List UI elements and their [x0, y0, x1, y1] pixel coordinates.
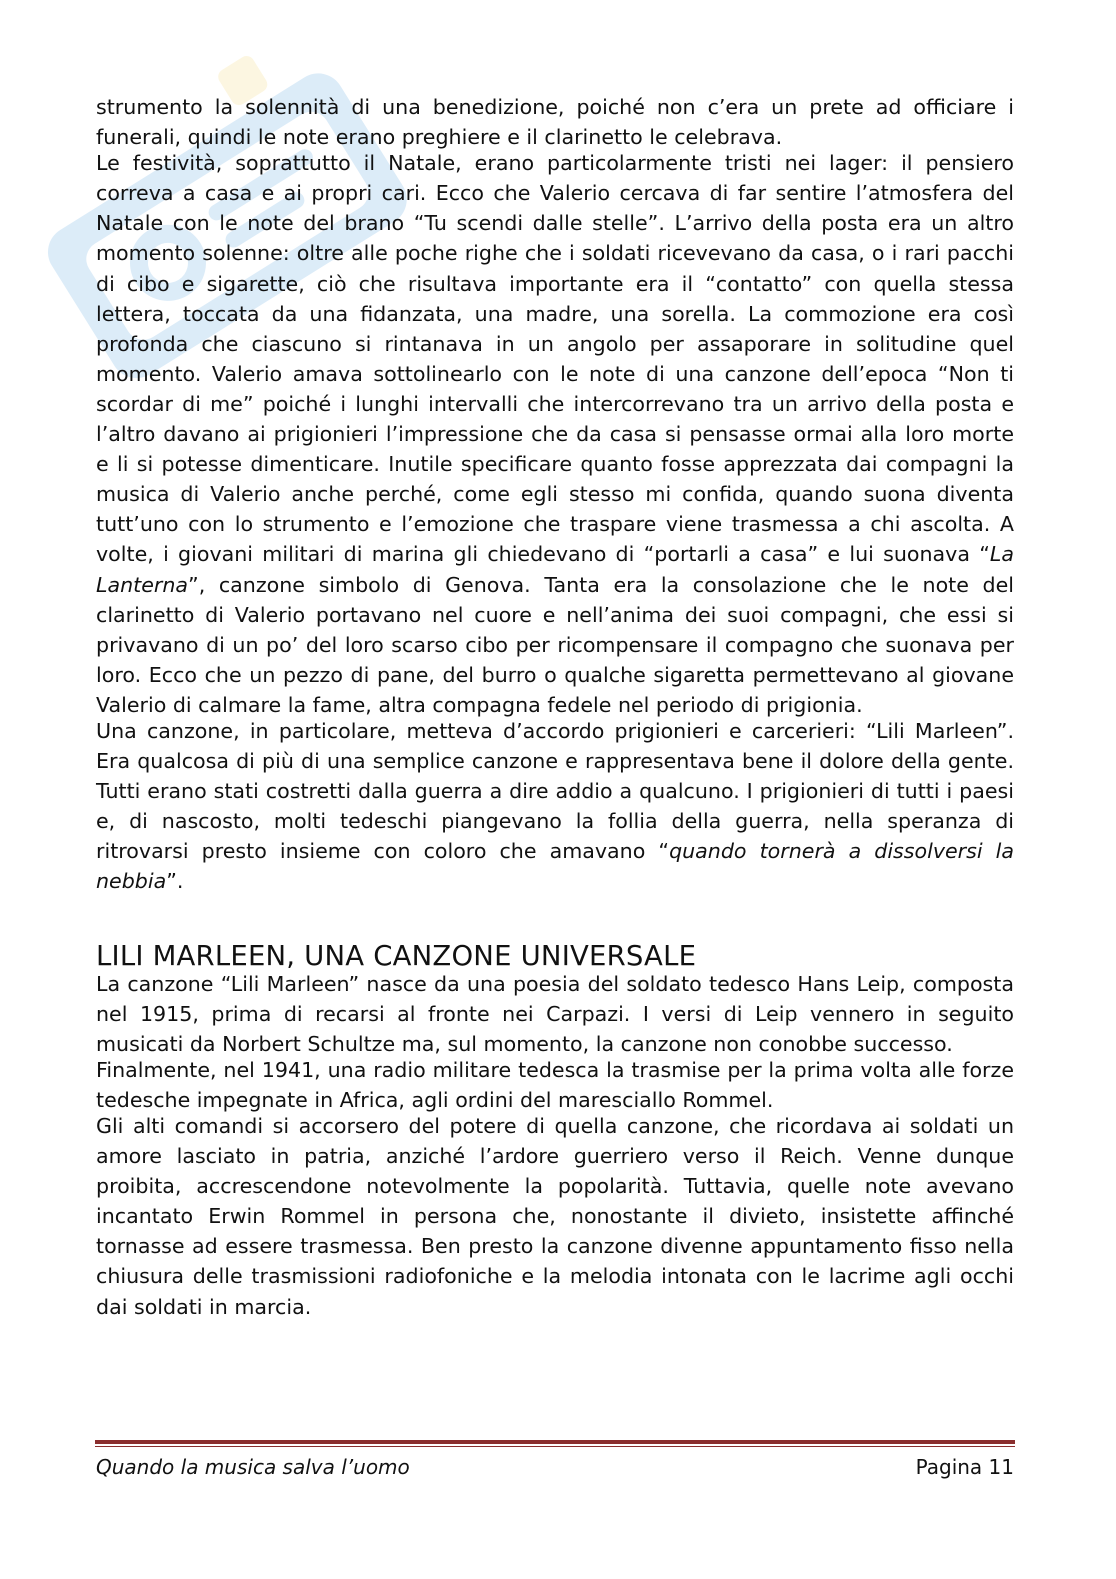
footer-rule-thin — [95, 1446, 1015, 1447]
paragraph-lili-marleen-intro — [96, 716, 1014, 897]
paragraph-lili-text: Una canzone, in particolare, metteva d’accordo prigionieri e carcerieri: “Lili Marleen”. Era qualcosa di più di una semplice canzone e rappresentava bene il dolore della gente. Tutti erano stati costretti dalla guerra a dire addio a qualcuno. I prigionieri di tutti i paesi e, di nascosto, molti tedeschi piangevano la follia della guerra, nella speranza di ritrovarsi presto insieme con coloro che amavano “ — [96, 718, 1014, 864]
song-title-la-lanterna: La Lanterna — [96, 542, 1014, 597]
quote-nebbia: quando tornerà a dissolversi la nebbia — [96, 839, 1014, 894]
section-heading: LILI MARLEEN, UNA CANZONE UNIVERSALE — [96, 939, 697, 972]
page-number: Pagina 11 — [915, 1455, 1014, 1479]
footer-title: Quando la musica salva l’uomo — [96, 1455, 410, 1479]
paragraph-prohibition: Gli alti comandi si accorsero del potere di quella canzone, che ricordava ai soldati un amore lasciato in patria, anziché l’ardore guerriero verso il Reich. Venne dunque proibita, accrescendone notevolmente la popolarità. Tuttavia, quelle note avevano incantato Erwin Rommel in persona che, nonostante il divieto, insistette affinché tornasse ad essere trasmessa. Ben presto la canzone divenne appuntamento fisso nella chiusura delle trasmissioni radiofoniche e la melodia intonata con le lacrime agli occhi dai soldati in marcia. — [96, 1114, 1014, 1319]
paragraph-lili-closing: ”. — [166, 869, 184, 894]
paragraph-origin: La canzone “Lili Marleen” nasce da una poesia del soldato tedesco Hans Leip, composta nel 1915, prima di recarsi al fronte nei Carpazi. I versi di Leip vennero in seguito musicati da Norbert Schultze ma, sul momento, la canzone non conobbe successo. — [96, 971, 1014, 1056]
paragraph-funerals: strumento la solennità di una benedizione, poiché non c’era un prete ad officiare i funerali, quindi le note erano preghiere e il clarinetto le celebrava. — [96, 95, 1014, 150]
paragraph-1941-broadcast: Finalmente, nel 1941, una radio militare tedesca la trasmise per la prima volta alle forze tedesche impegnate in Africa, agli ordini del maresciallo Rommel. — [96, 1057, 1014, 1112]
paragraph-christmas-text: Le festività, soprattutto il Natale, erano particolarmente tristi nei lager: il pensiero correva a casa e ai propri cari. Ecco che Valerio cercava di far sentire l’atmosfera del Natale con le note del brano “Tu scendi dalle stelle”. L’arrivo della posta era un altro momento solenne: oltre alle poche righe che i soldati ricevevano da casa, o i rari pacchi di cibo e sigarette, ciò che risultava importante era il “contatto” con quella stessa lettera, toccata da una fidanzata, una madre, una sorella. La commozione era così profonda che ciascuno si rintanava in un angolo per assaporare in solitudine quel momento. Valerio amava sottolinearlo con le note di una canzone dell’epoca “Non ti scordar di me” poiché i lunghi intervalli che intercorrevano tra un arrivo della posta e l’altro davano ai prigionieri l’impressione che da casa si pensasse ormai alla loro morte e li si potesse dimenticare. Inutile specificare quanto fosse apprezzata dai compagni la musica di Valerio anche perché, come egli stesso mi confida, quando suona diventa tutt’uno con lo strumento e l’emozione che traspare viene trasmessa a chi ascolta. A volte, i giovani militari di marina gli chiedevano di “portarli a casa” e lui suonava “ — [96, 151, 1014, 567]
footer-rule-thick — [95, 1440, 1015, 1444]
paragraph-christmas-continuation: ”, canzone simbolo di Genova. Tanta era la consolazione che le note del clarinetto di Valerio portavano nel cuore e nell’anima dei suoi compagni, che essi si privavano di un po’ del loro scarso cibo per ricompensare il compagno che suonava per loro. Ecco che un pezzo di pane, del burro o qualche sigaretta permettevano al giovane Valerio di calmare la fame, altra compagna fedele nel periodo di prigionia. — [96, 572, 1014, 717]
page-content — [96, 92, 1014, 1322]
paragraph-christmas-and-mail — [96, 148, 1014, 720]
